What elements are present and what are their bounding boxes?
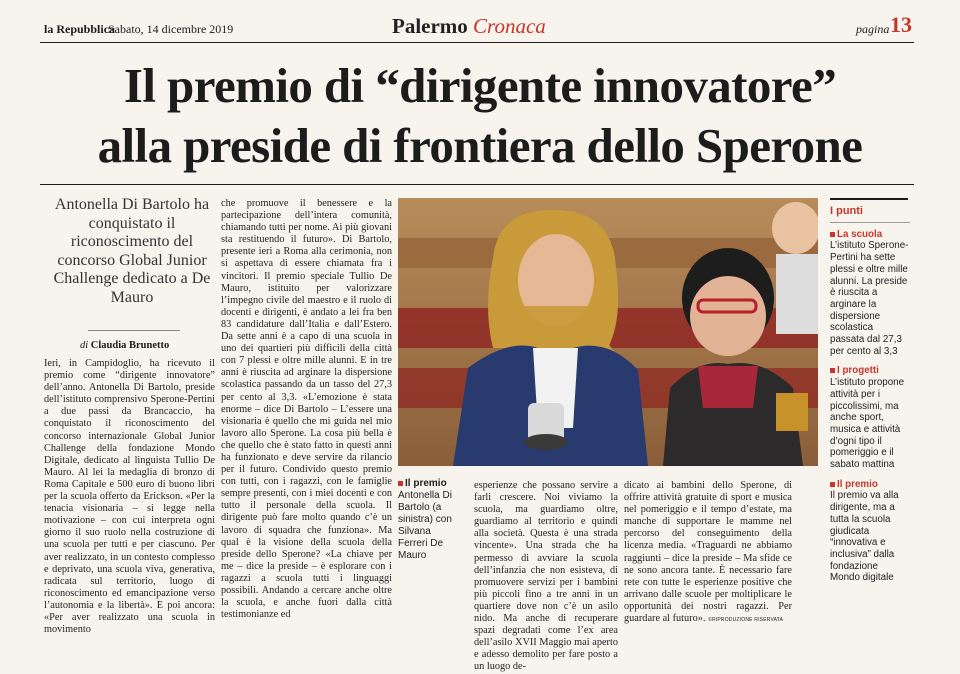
sidebar-item-heading: I progetti: [837, 365, 879, 377]
body-column-2: [221, 198, 392, 621]
body-column-3: [474, 480, 618, 674]
headline-line-1: Il premio di “dirigente innovatore”: [123, 58, 837, 113]
section-name: Cronaca: [473, 14, 546, 38]
sidebar-item-heading: Il premio: [837, 478, 878, 490]
body-text: dicato ai bambini dello Sperone, di offrire attività gratuite di sport e musica nel pomeriggio e il tempo d’estate, ma manche di supportare le mamme nel percorso del conseguimento della licenza media. «Traguardi ne abbiamo raggiunti – dice la preside – Ma sfide ce ne sono ancora tante. È necessario fare rete con tutte le esperienze positive che arrivano dalle scuole per moltiplicare le opportunità dei nostri ragazzi. Per guardare al futuro». ©RIPRODUZIONE RISERVATA: [624, 480, 792, 625]
sidebar-item-text: Il premio va alla dirigente, ma a tutta la scuola giudicata “innovativa e inclusiva” dalla fondazione Mondo digitale: [830, 490, 899, 584]
sidebar-divider: [830, 222, 910, 223]
photo-caption: [398, 478, 462, 562]
sidebar-item: [830, 365, 910, 470]
header-rule: [40, 42, 914, 43]
sidebar-item: [830, 479, 910, 584]
section-title: [392, 14, 546, 39]
body-text: Ieri, in Campidoglio, ha ricevuto il premio come “dirigente innovatore” dell’anno. Antonella Di Bartolo, preside dell’istituto comprensivo Sperone-Pertini a due passi da Brancaccio, ha conquistato il riconoscimento del concorso internazionale Global Junior Challenge della fondazione Mondo Digitale, dedicato al linguista Tullio De Mauro. Al lei la medaglia di bronzo di Roma Capitale e 500 euro di buono libri per la scuola offerto da Erickson. «Per la tenacia visionaria – si legge nella motivazione – con cui interpreta ogni giorno il suo ruolo nella costruzione di una scuola per tutti e per ciascuno. Per aver realizzato, in un contesto complesso e deprivato, una scuola viva, generativa, radicata sul territorio, luogo di riconoscimento ed emancipazione verso l’autonomia e la libertà». E poi ancora: «Per aver realizzato una scuola in movimento: [44, 358, 215, 636]
photo-illustration: [398, 198, 818, 466]
headline-line-2: alla preside di frontiera dello Sperone: [97, 118, 863, 173]
caption-title: Il premio: [405, 478, 447, 489]
masthead: la Repubblica: [44, 22, 116, 36]
sidebar-item-heading: La scuola: [837, 228, 883, 240]
byline-author: Claudia Brunetto: [90, 340, 170, 351]
body-text: che promuove il benessere e la partecipazione dell’intera comunità, chiamando tutti per nome. Ai più giovani sta restituendo il futuro». Di Bartolo, presente ieri a Roma alla cerimonia, non si aspettava di essere chiamata fra i vincitori. Il premio speciale Tullio De Mauro, istituito per valorizzare l’impegno civile del maestro e il ruolo di docenti e dirigenti, è andato a lei fra ben 83 candidature dall’Italia e dall’Estero. Da sette anni è a capo di una scuola in uno dei quartieri più difficili della città con 7 plessi e oltre mille alunni. E in tre anni è riuscita ad arginare la dispersione scolastica passando da un tasso del 27,3 per cento al 3,3. «L’emozione è stata enorme – dice Di Bartolo – L’essere una visionaria è quello che mi guida nel mio lavoro allo Sperone. La cosa più bella è che quello che è stato fatto in questi anni ha funzionato e deve servire da rilancio per il futuro. Condivido questo premio con tutti, con i ragazzi, con le famiglie sempre presenti, con i miei docenti e con tutto il personale della scuola. Il dirigente può fare molto quando c’è un lavoro di squadra che funziona». Ma qual è la visione della scuola della preside dello Sperone? «La chiave per me – dice la preside – è esplorare con i ragazzi a scuola tutti i linguaggi possibili. Andando a cercare anche oltre la scuola, e anche fuori dalla città testimonianze ed: [221, 198, 392, 621]
sidebar-bullet: [830, 232, 835, 237]
section-city: Palermo: [392, 14, 468, 38]
page-label: pagina: [856, 22, 890, 36]
sidebar-top-rule: [830, 198, 908, 200]
sidebar-bullet: [830, 482, 835, 487]
article-photo: [398, 198, 818, 466]
caption-marker: [398, 481, 403, 486]
summary: Antonella Di Bartolo ha conquistato il riconoscimento del concorso Global Junior Challenge dedicato a De Mauro: [53, 196, 211, 306]
body-column-1: [44, 358, 215, 636]
body-text: esperienze che possano servire a farli crescere. Noi viviamo la scuola, ma guardiamo oltre, guardiamo al territorio e quindi alla società. Questa è una strada vincente». Una strada che ha permesso di avviare la scuola dell’infanzia che non esisteva, di promuovere servizi per i bambini più piccoli fino a tre anni in un quartiere dove non c’è un asilo nido. Ma anche di recuperare spazi degradati come l’ex area dell’asilo XVII Maggio mai aperto e adesso demolito per fare posto a un luogo de-: [474, 480, 618, 673]
page-number: 13: [890, 12, 912, 37]
sidebar-item-text: L’istituto propone attività per i piccolissimi, ma anche sport, musica e attività d’ogni tipo il pomeriggio e il sabato mattina: [830, 377, 905, 471]
byline-rule: [88, 330, 180, 331]
byline-prefix: di: [80, 340, 89, 351]
sidebar-key-points: [830, 206, 910, 584]
body-column-4: [624, 480, 792, 626]
caption-text: Antonella Di Bartolo (a sinistra) con Silvana Ferreri De Mauro: [398, 490, 452, 561]
reproduction-notice: ©RIPRODUZIONE RISERVATA: [708, 617, 784, 624]
sidebar-item: [830, 229, 910, 358]
headline-rule: [40, 184, 914, 185]
sidebar-item-text: L’istituto Sperone-Pertini ha sette plessi e oltre mille alunni. La preside è riuscita a arginare la dispersione scolastica passata dal 27,3 per cento al 3,3: [830, 240, 909, 357]
sidebar-title: I punti: [830, 205, 863, 217]
issue-date: Sabato, 14 dicembre 2019: [108, 22, 234, 36]
byline: [80, 340, 169, 351]
sidebar-bullet: [830, 368, 835, 373]
